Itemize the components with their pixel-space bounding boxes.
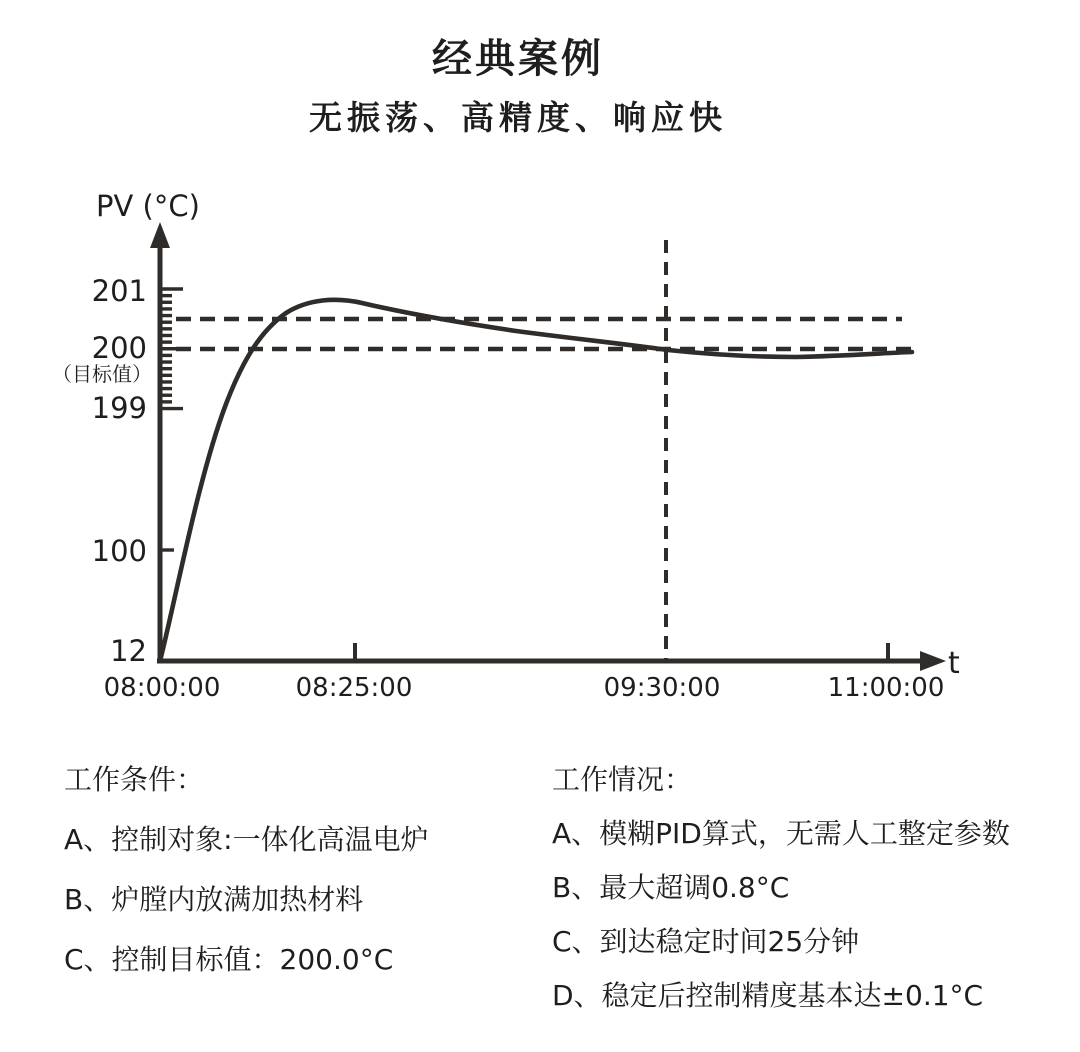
y-tick-label-100: 100 (91, 534, 147, 568)
working-conditions (64, 764, 429, 976)
result-item-d: D、稳定后控制精度基本达±0.1°C (552, 979, 984, 1012)
conditions-heading: 工作条件： (64, 763, 205, 796)
x-axis-label: t (948, 646, 960, 681)
result-item-c: C、到达稳定时间25分钟 (552, 925, 860, 958)
x-axis-arrow-icon (920, 651, 946, 671)
x-tick-label-0800: 08:00:00 (103, 673, 221, 703)
y-tick-label-200: 200 (91, 331, 147, 365)
y-tick-label-199: 199 (91, 391, 147, 425)
condition-item-a: A、控制对象:一体化高温电炉 (64, 823, 429, 856)
y-axis-arrow-icon (150, 222, 170, 248)
y-tick-label-12: 12 (110, 634, 147, 668)
result-item-b: B、最大超调0.8°C (552, 871, 790, 904)
results-heading: 工作情况： (552, 763, 693, 796)
pv-curve (160, 300, 912, 661)
condition-item-c: C、控制目标值：200.0°C (64, 943, 394, 976)
x-tick-label-1100: 11:00:00 (827, 673, 945, 703)
condition-item-b: B、炉膛内放满加热材料 (64, 883, 364, 916)
x-tick-label-0930: 09:30:00 (603, 673, 721, 703)
result-item-a: A、模糊PID算式，无需人工整定参数 (552, 817, 1010, 850)
y-tick-label-201: 201 (91, 274, 147, 308)
x-tick-label-0825: 08:25:00 (295, 673, 413, 703)
page-title: 经典案例 (432, 36, 604, 82)
y-target-note: （目标值） (52, 362, 152, 386)
page-subtitle: 无振荡、高精度、响应快 (309, 98, 727, 137)
y-axis-label: PV (°C) (96, 189, 200, 223)
working-results (552, 764, 1010, 1012)
